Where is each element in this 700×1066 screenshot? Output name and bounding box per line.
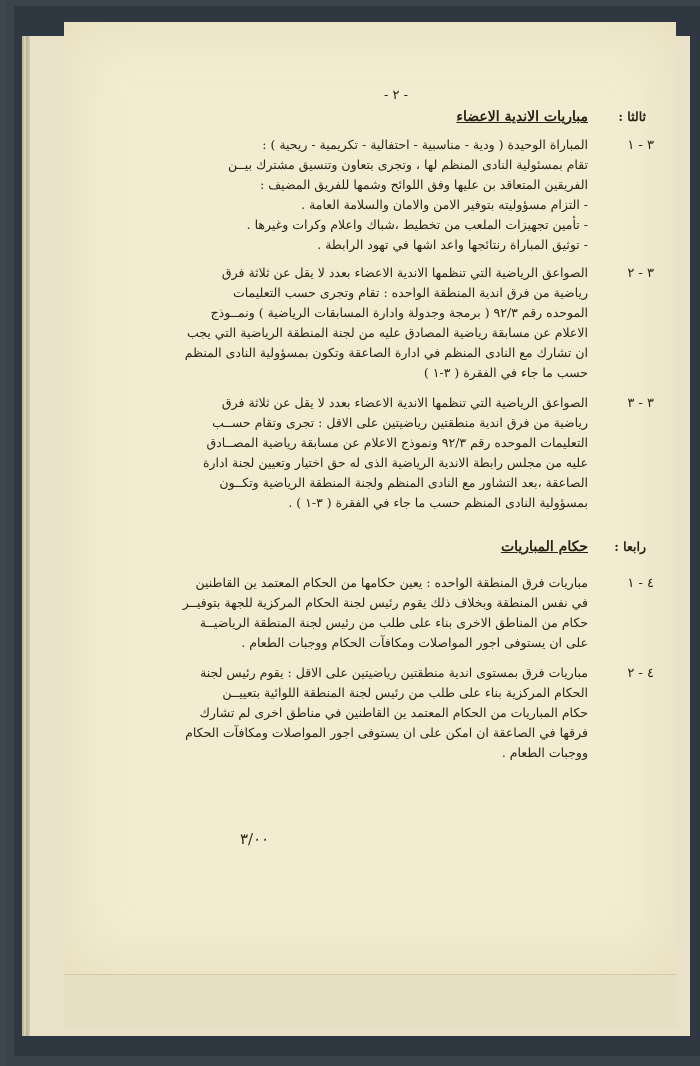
item-line: في نفس المنطقة وبخلاف ذلك يقوم رئيس لجنة الحكام المركزية للجهة بتوفيــر — [182, 595, 588, 610]
page-number: - ٢ - — [384, 88, 409, 103]
section-4-title: حكام المباريات — [500, 539, 588, 555]
item-line: مباريات فرق المنطقة الواحده : يعين حكامها من الحكام المعتمد ين القاطنين — [195, 575, 588, 590]
document-page — [64, 22, 676, 974]
item-line: - التزام مسؤوليته بتوفير الامن والامان والسلامة العامة . — [301, 197, 588, 212]
item-number: ٤ - ١ — [627, 576, 654, 591]
item-line: بمسؤولية النادى المنظم حسب ما جاء في الفقرة ( ٣-١ ) . — [288, 495, 588, 510]
item-line: مباريات فرق بمستوى اندية منطقتين رياضيتين على الاقل : يقوم رئيس لجنة — [200, 665, 588, 680]
item-line: الحكام المركزية بناء على طلب من رئيس لجنة المنطقة اللوائية بتعييــن — [222, 685, 588, 700]
item-line: - تأمين تجهيزات الملعب من تخطيط ،شباك واعلام وكرات وغيرها . — [246, 217, 588, 232]
item-line: الصواعق الرياضية التي تنظمها الاندية الاعضاء بعدد لا يقل عن ثلاثة فرق — [221, 265, 588, 280]
item-line: حسب ما جاء في الفقرة ( ٣-١ ) — [423, 365, 588, 380]
item-line: تقام بمسئولية النادى المنظم لها ، وتجرى بتعاون وتنسيق مشترك بيــن — [227, 157, 588, 172]
item-line: التعليمات الموحده رقم ٩٢/٣ ونموذج الاعلام عن مسابقة رياضية المصــادق — [206, 435, 588, 450]
item-line: الفريقين المتعاقد بن عليها وفق اللوائح وشمها للفريق المضيف : — [260, 177, 588, 192]
item-line: - توثيق المباراة رنتائجها واعد اشها في تهود الرابطة . — [317, 237, 588, 252]
section-4-label: رابعا : — [614, 539, 646, 554]
item-line: على ان يستوفى اجور المواصلات ومكافآت الحكام ووجبات الطعام . — [241, 635, 588, 650]
item-line: المباراة الوحيدة ( ودية - مناسبية - احتفالية - تكريمية - ريحية ) : — [262, 137, 588, 152]
item-line: رياضية من فرق اندية منطقتين رياضيتين على الاقل : تجرى وتقام حســب — [212, 415, 588, 430]
item-line: حكام من المناطق الاخرى بناء على طلب من رئيس لجنة المنطقة الرياضيــة — [199, 615, 588, 630]
item-line: ووجبات الطعام . — [501, 745, 588, 760]
page-lower-margin — [64, 974, 676, 1027]
continuation-mark: ٣/٠٠ — [240, 830, 270, 848]
item-line: الاعلام عن مسابقة رياضية المصادق عليه من لجنة المنطقة الرياضية التي يجب — [187, 325, 588, 340]
item-line: عليه من مجلس رابطة الاندية الرياضية الذى له حق اختيار وتعيين لجنة ادارة — [202, 455, 588, 470]
section-3-title: مباريات الاندية الاعضاء — [456, 109, 588, 125]
item-number: ٤ - ٢ — [627, 666, 654, 681]
item-line: الصاعقة ،بعد التشاور مع النادى المنظم ولجنة المنطقة الرياضية وتكــون — [219, 475, 588, 490]
section-3-label: ثالثا : — [618, 109, 646, 124]
item-line: رياضية من فرق اندية المنطقة الواحده : تقام وتجرى حسب التعليمات — [232, 285, 588, 300]
item-number: ٣ - ٢ — [627, 266, 654, 281]
item-line: فرقها في الصاعقة ان امكن على ان يستوفى اجور المواصلات ومكافآت الحكام — [185, 725, 588, 740]
item-line: ان تشارك مع النادى المنظم في ادارة الصاعقة وتكون بمسؤولية النادى المنظم — [184, 345, 588, 360]
item-line: حكام المباريات من الحكام المعتمد ين القاطنين في مناطق اخرى لم تشارك — [199, 705, 588, 720]
item-line: الصواعق الرياضية التي تنظمها الاندية الاعضاء بعدد لا يقل عن ثلاثة فرق — [221, 395, 588, 410]
item-line: الموحده رقم ٩٢/٣ ( برمجة وجدولة وادارة المسابقات الرياضية ) ونمــوذج — [210, 305, 588, 320]
item-number: ٣ - ١ — [627, 138, 654, 153]
item-number: ٣ - ٣ — [627, 396, 654, 411]
